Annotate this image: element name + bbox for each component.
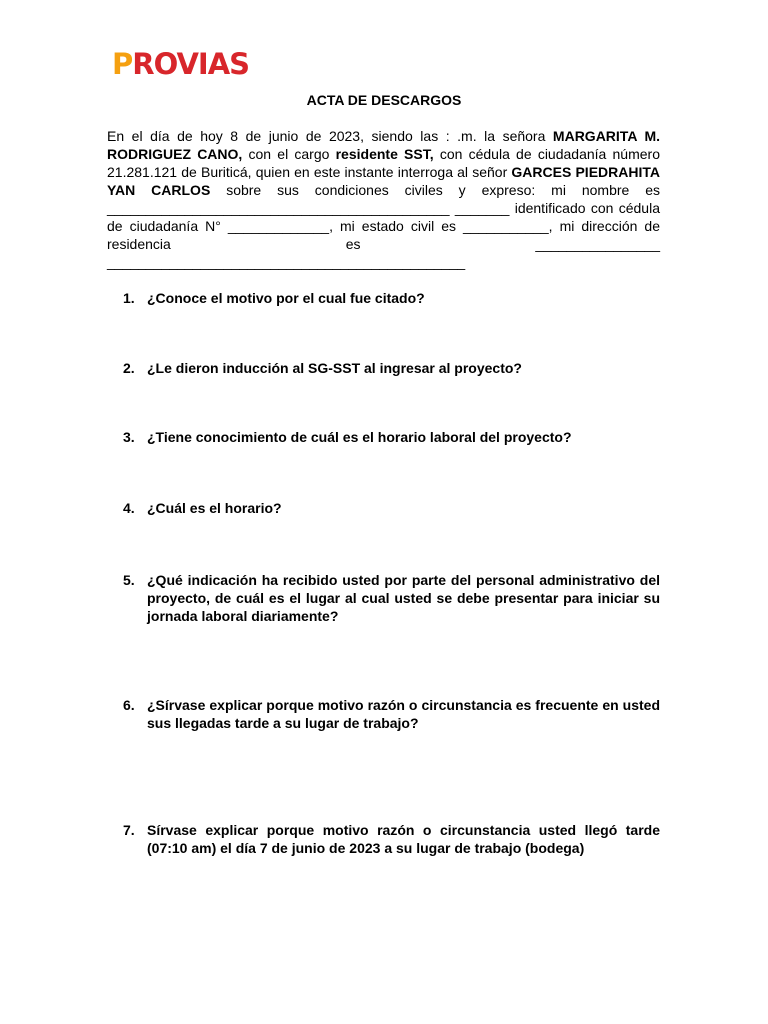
question-text: ¿Cuál es el horario? <box>147 500 282 516</box>
intro-text-2: con el cargo <box>242 146 336 162</box>
question-3 <box>123 428 660 446</box>
document-title: ACTA DE DESCARGOS <box>306 92 462 108</box>
question-7 <box>123 821 660 857</box>
logo-letter-p: P <box>112 47 133 81</box>
question-number: 2. <box>123 360 135 376</box>
intro-text-4: sobre sus condiciones civiles y expreso: mi nombre es ____________________________________________ _______ identificado con cédula de ciudadanía N° _____________, mi estado civil es ___________, mi dirección de residencia es ________________ ______________________________________________ <box>107 182 661 270</box>
question-text: Sírvase explicar porque motivo razón o circunstancia usted llegó tarde (07:10 am) el día 7 de junio de 2023 a su lugar de trabajo (bodega) <box>147 822 660 856</box>
question-6 <box>123 696 660 732</box>
question-number: 3. <box>123 429 135 445</box>
intro-text-1: En el día de hoy 8 de junio de 2023, siendo las : .m. la señora <box>107 128 553 144</box>
question-text: ¿Qué indicación ha recibido usted por parte del personal administrativo del proyecto, de cuál es el lugar al cual usted se debe presentar para iniciar su jornada laboral diariamente? <box>147 572 660 624</box>
interviewee-name: GARCES PIEDRAHITA YAN CARLOS <box>107 164 660 198</box>
question-text: ¿Conoce el motivo por el cual fue citado? <box>147 290 425 306</box>
question-number: 6. <box>123 697 135 713</box>
question-2 <box>123 359 660 377</box>
question-text: ¿Tiene conocimiento de cuál es el horario laboral del proyecto? <box>147 429 572 445</box>
question-4 <box>123 499 660 517</box>
question-5 <box>123 571 660 625</box>
intro-text-3: con cédula de ciudadanía número 21.281.121 de Buriticá, quien en este instante interroga al señor <box>107 146 660 180</box>
question-text: ¿Le dieron inducción al SG-SST al ingresar al proyecto? <box>147 360 522 376</box>
question-number: 4. <box>123 500 135 516</box>
interviewer-role: residente SST, <box>335 146 434 162</box>
question-number: 5. <box>123 572 135 588</box>
intro-paragraph <box>107 127 660 271</box>
question-number: 1. <box>123 290 135 306</box>
provias-logo <box>112 47 250 81</box>
question-number: 7. <box>123 822 135 838</box>
question-text: ¿Sírvase explicar porque motivo razón o circunstancia es frecuente en usted sus llegadas tarde a su lugar de trabajo? <box>147 697 660 731</box>
interviewer-name: MARGARITA M. RODRIGUEZ CANO, <box>107 128 660 162</box>
question-1 <box>123 289 660 307</box>
logo-wordmark: ROVIAS <box>132 47 250 81</box>
